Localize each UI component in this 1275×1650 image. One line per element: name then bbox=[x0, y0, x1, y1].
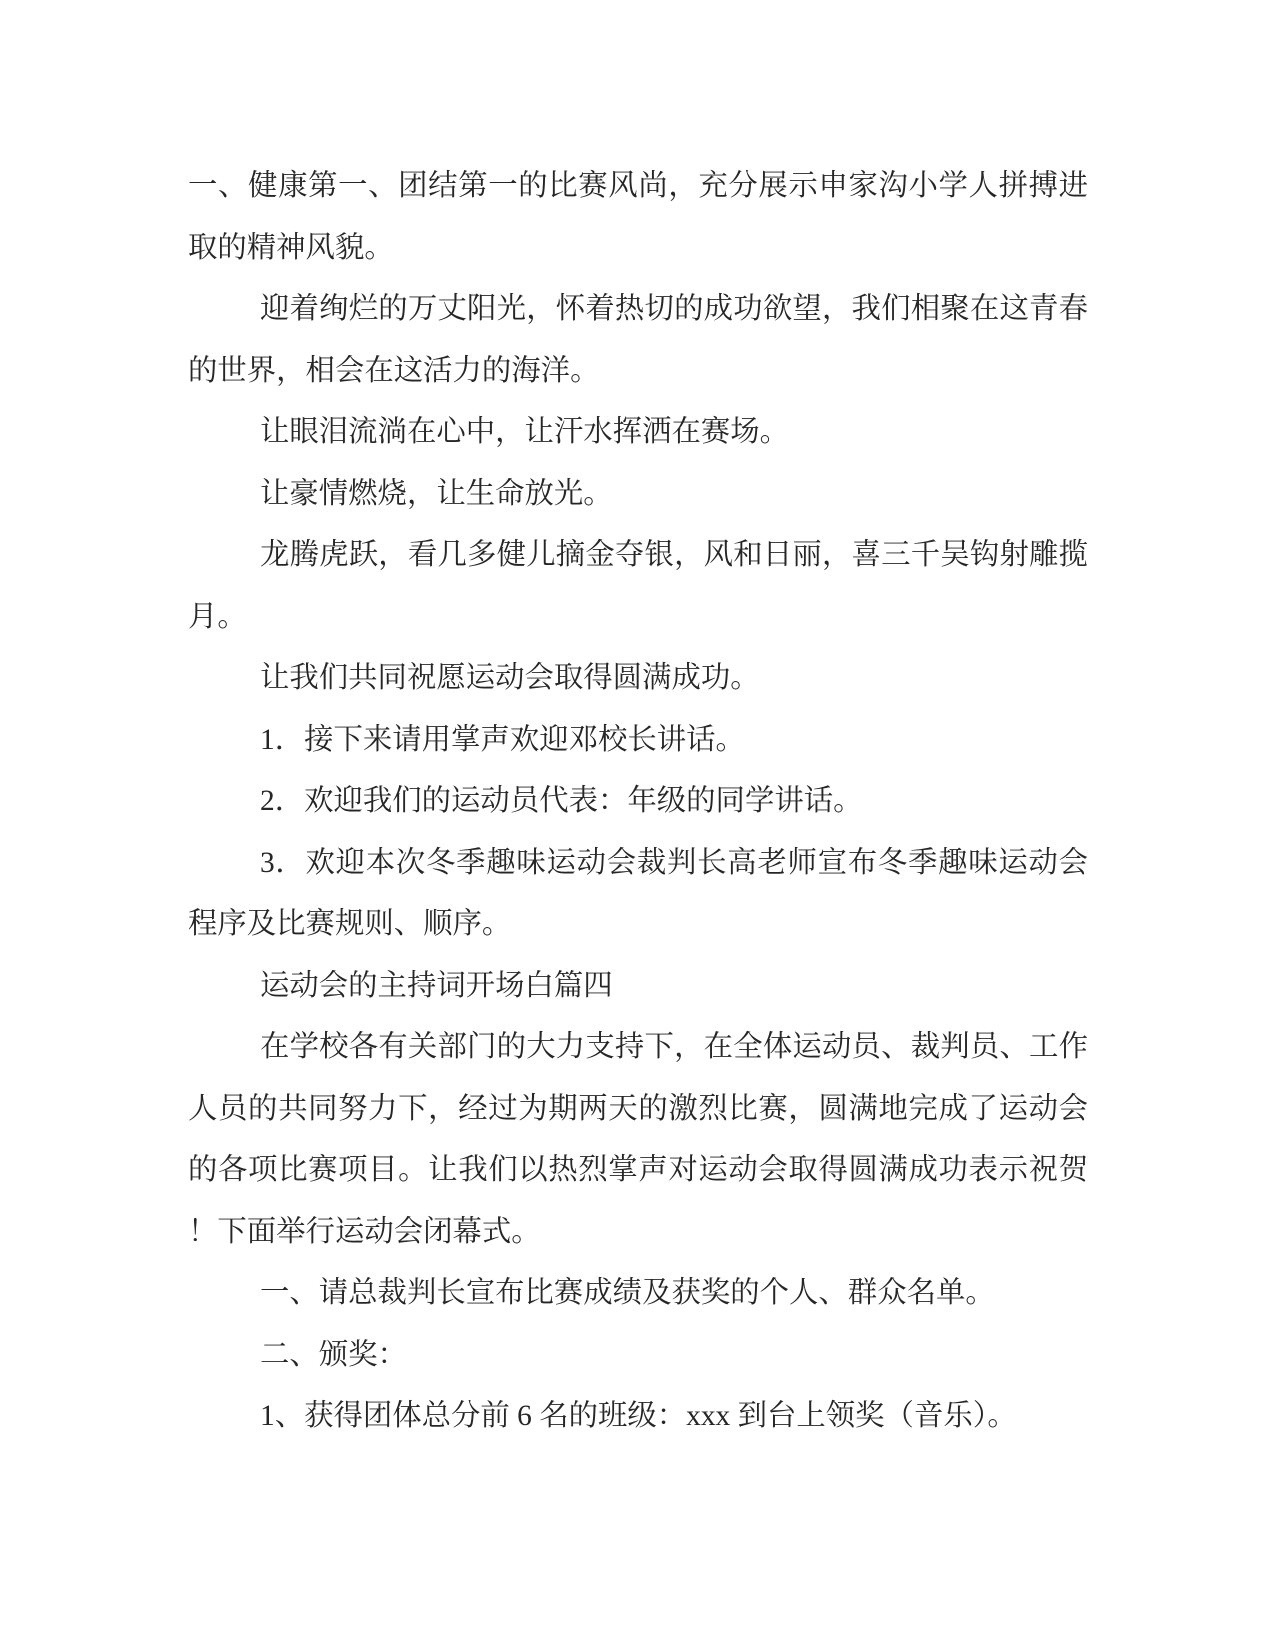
paragraph: 一、健康第一、团结第一的比赛风尚，充分展示申家沟小学人拼搏进取的精神风貌。 bbox=[188, 170, 1088, 264]
paragraph: 龙腾虎跃，看几多健儿摘金夺银，风和日丽，喜三千吴钩射雕揽月。 bbox=[188, 539, 1088, 633]
paragraph: 让豪情燃烧，让生命放光。 bbox=[260, 477, 613, 510]
paragraph: 一、请总裁判长宣布比赛成绩及获奖的个人、群众名单。 bbox=[260, 1277, 995, 1309]
paragraph: 在学校各有关部门的大力支持下，在全体运动员、裁判员、工作人员的共同努力下，经过为期两天的激烈比赛，圆满地完成了运动会的各项比赛项目。让我们以热烈掌声对运动会取得圆满成功表示祝贺！下面举行运动会闭幕式。 bbox=[188, 1031, 1088, 1248]
paragraph: 1．接下来请用掌声欢迎邓校长讲话。 bbox=[260, 723, 745, 756]
paragraph: 3．欢迎本次冬季趣味运动会裁判长高老师宣布冬季趣味运动会程序及比赛规则、顺序。 bbox=[188, 846, 1088, 940]
paragraph: 二、颁奖： bbox=[260, 1338, 407, 1371]
paragraph: 2．欢迎我们的运动员代表：年级的同学讲话。 bbox=[260, 785, 863, 817]
paragraph: 运动会的主持词开场白篇四 bbox=[260, 969, 613, 1002]
paragraph: 让眼泪流淌在心中，让汗水挥洒在赛场。 bbox=[260, 416, 790, 448]
paragraph: 让我们共同祝愿运动会取得圆满成功。 bbox=[260, 662, 760, 694]
paragraph: 1、获得团体总分前 6 名的班级：xxx 到台上领奖（音乐）。 bbox=[260, 1400, 1017, 1432]
document-text-block bbox=[188, 156, 1088, 1448]
paragraph: 迎着绚烂的万丈阳光，怀着热切的成功欲望，我们相聚在这青春的世界，相会在这活力的海洋。 bbox=[188, 293, 1088, 387]
